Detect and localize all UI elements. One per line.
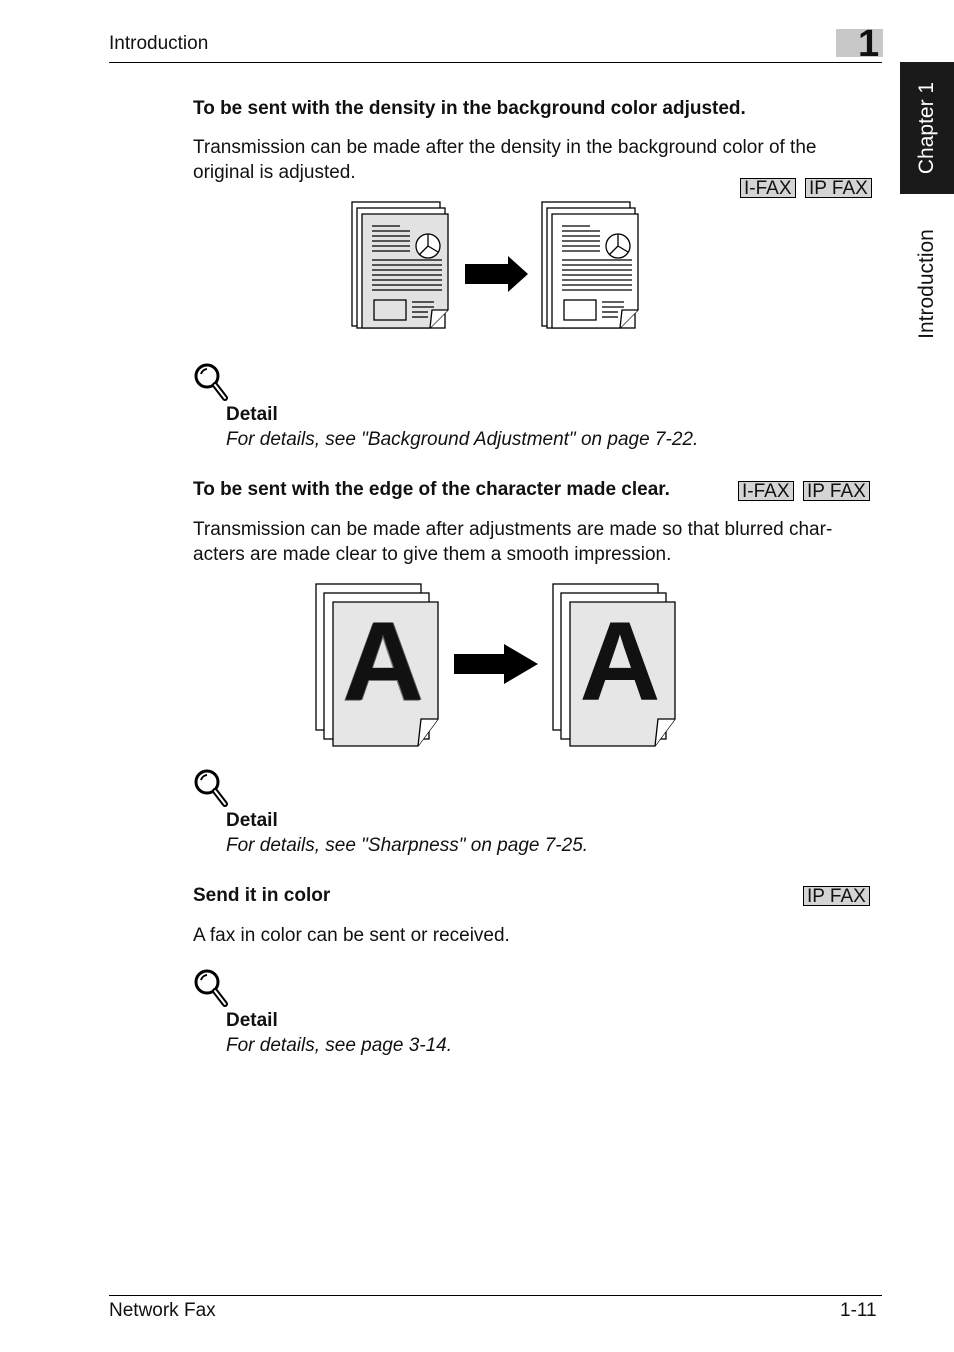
- body-line: A fax in color can be sent or received.: [193, 925, 510, 946]
- arrow-right-icon: [454, 644, 538, 684]
- detail-reference-link[interactable]: For details, see page 3-14.: [226, 1035, 453, 1056]
- body-line: Transmission can be made after adjustments are made so that blurred char-: [193, 519, 833, 540]
- badge-ip-fax: IP FAX: [803, 886, 870, 906]
- body-line: Transmission can be made after the density in the background color of the: [193, 137, 817, 158]
- side-tab-chapter[interactable]: [900, 62, 954, 194]
- header-rule: [109, 62, 882, 63]
- footer-page-number: 1-11: [840, 1300, 877, 1321]
- badge-ip-fax: IP FAX: [805, 178, 872, 198]
- arrow-right-icon: [465, 256, 528, 292]
- background-density-figure: [350, 200, 642, 332]
- detail-label: Detail: [226, 404, 278, 425]
- section-body-send-color: [193, 923, 510, 948]
- side-tab-section[interactable]: [900, 194, 954, 374]
- section-heading-background-density: To be sent with the density in the background color adjusted.: [193, 98, 746, 119]
- side-tab-section-label: Introduction: [915, 229, 938, 339]
- section-body-background-density: [193, 135, 816, 185]
- badge-ip-fax: IP FAX: [803, 481, 870, 501]
- body-line: original is adjusted.: [193, 162, 356, 183]
- badge-i-fax: I-FAX: [738, 481, 794, 501]
- header-section-title: Introduction: [109, 33, 209, 54]
- badge-i-fax: I-FAX: [740, 178, 796, 198]
- detail-reference-link[interactable]: For details, see "Background Adjustment" on page 7-22.: [226, 429, 699, 450]
- document-stack-after: [542, 202, 638, 328]
- detail-reference-link[interactable]: For details, see "Sharpness" on page 7-25.: [226, 835, 589, 856]
- character-edge-figure: [314, 582, 684, 750]
- section-heading-send-color: Send it in color: [193, 885, 331, 906]
- footer-rule: [109, 1295, 882, 1296]
- detail-label: Detail: [226, 810, 278, 831]
- body-line: acters are made clear to give them a smooth impression.: [193, 544, 672, 565]
- magnifier-icon: [193, 968, 229, 1008]
- detail-label: Detail: [226, 1010, 278, 1031]
- magnifier-icon: [193, 362, 229, 402]
- footer-manual-title: Network Fax: [109, 1300, 216, 1321]
- section-body-character-edge: [193, 517, 832, 567]
- section-heading-character-edge: To be sent with the edge of the character made clear.: [193, 479, 670, 500]
- sharp-letter: A: [579, 599, 661, 724]
- chapter-number: 1: [858, 23, 880, 65]
- side-tab-chapter-label: Chapter 1: [915, 81, 938, 175]
- document-stack-before: [352, 202, 448, 328]
- blurred-letter: A: [342, 599, 424, 724]
- magnifier-icon: [193, 768, 229, 808]
